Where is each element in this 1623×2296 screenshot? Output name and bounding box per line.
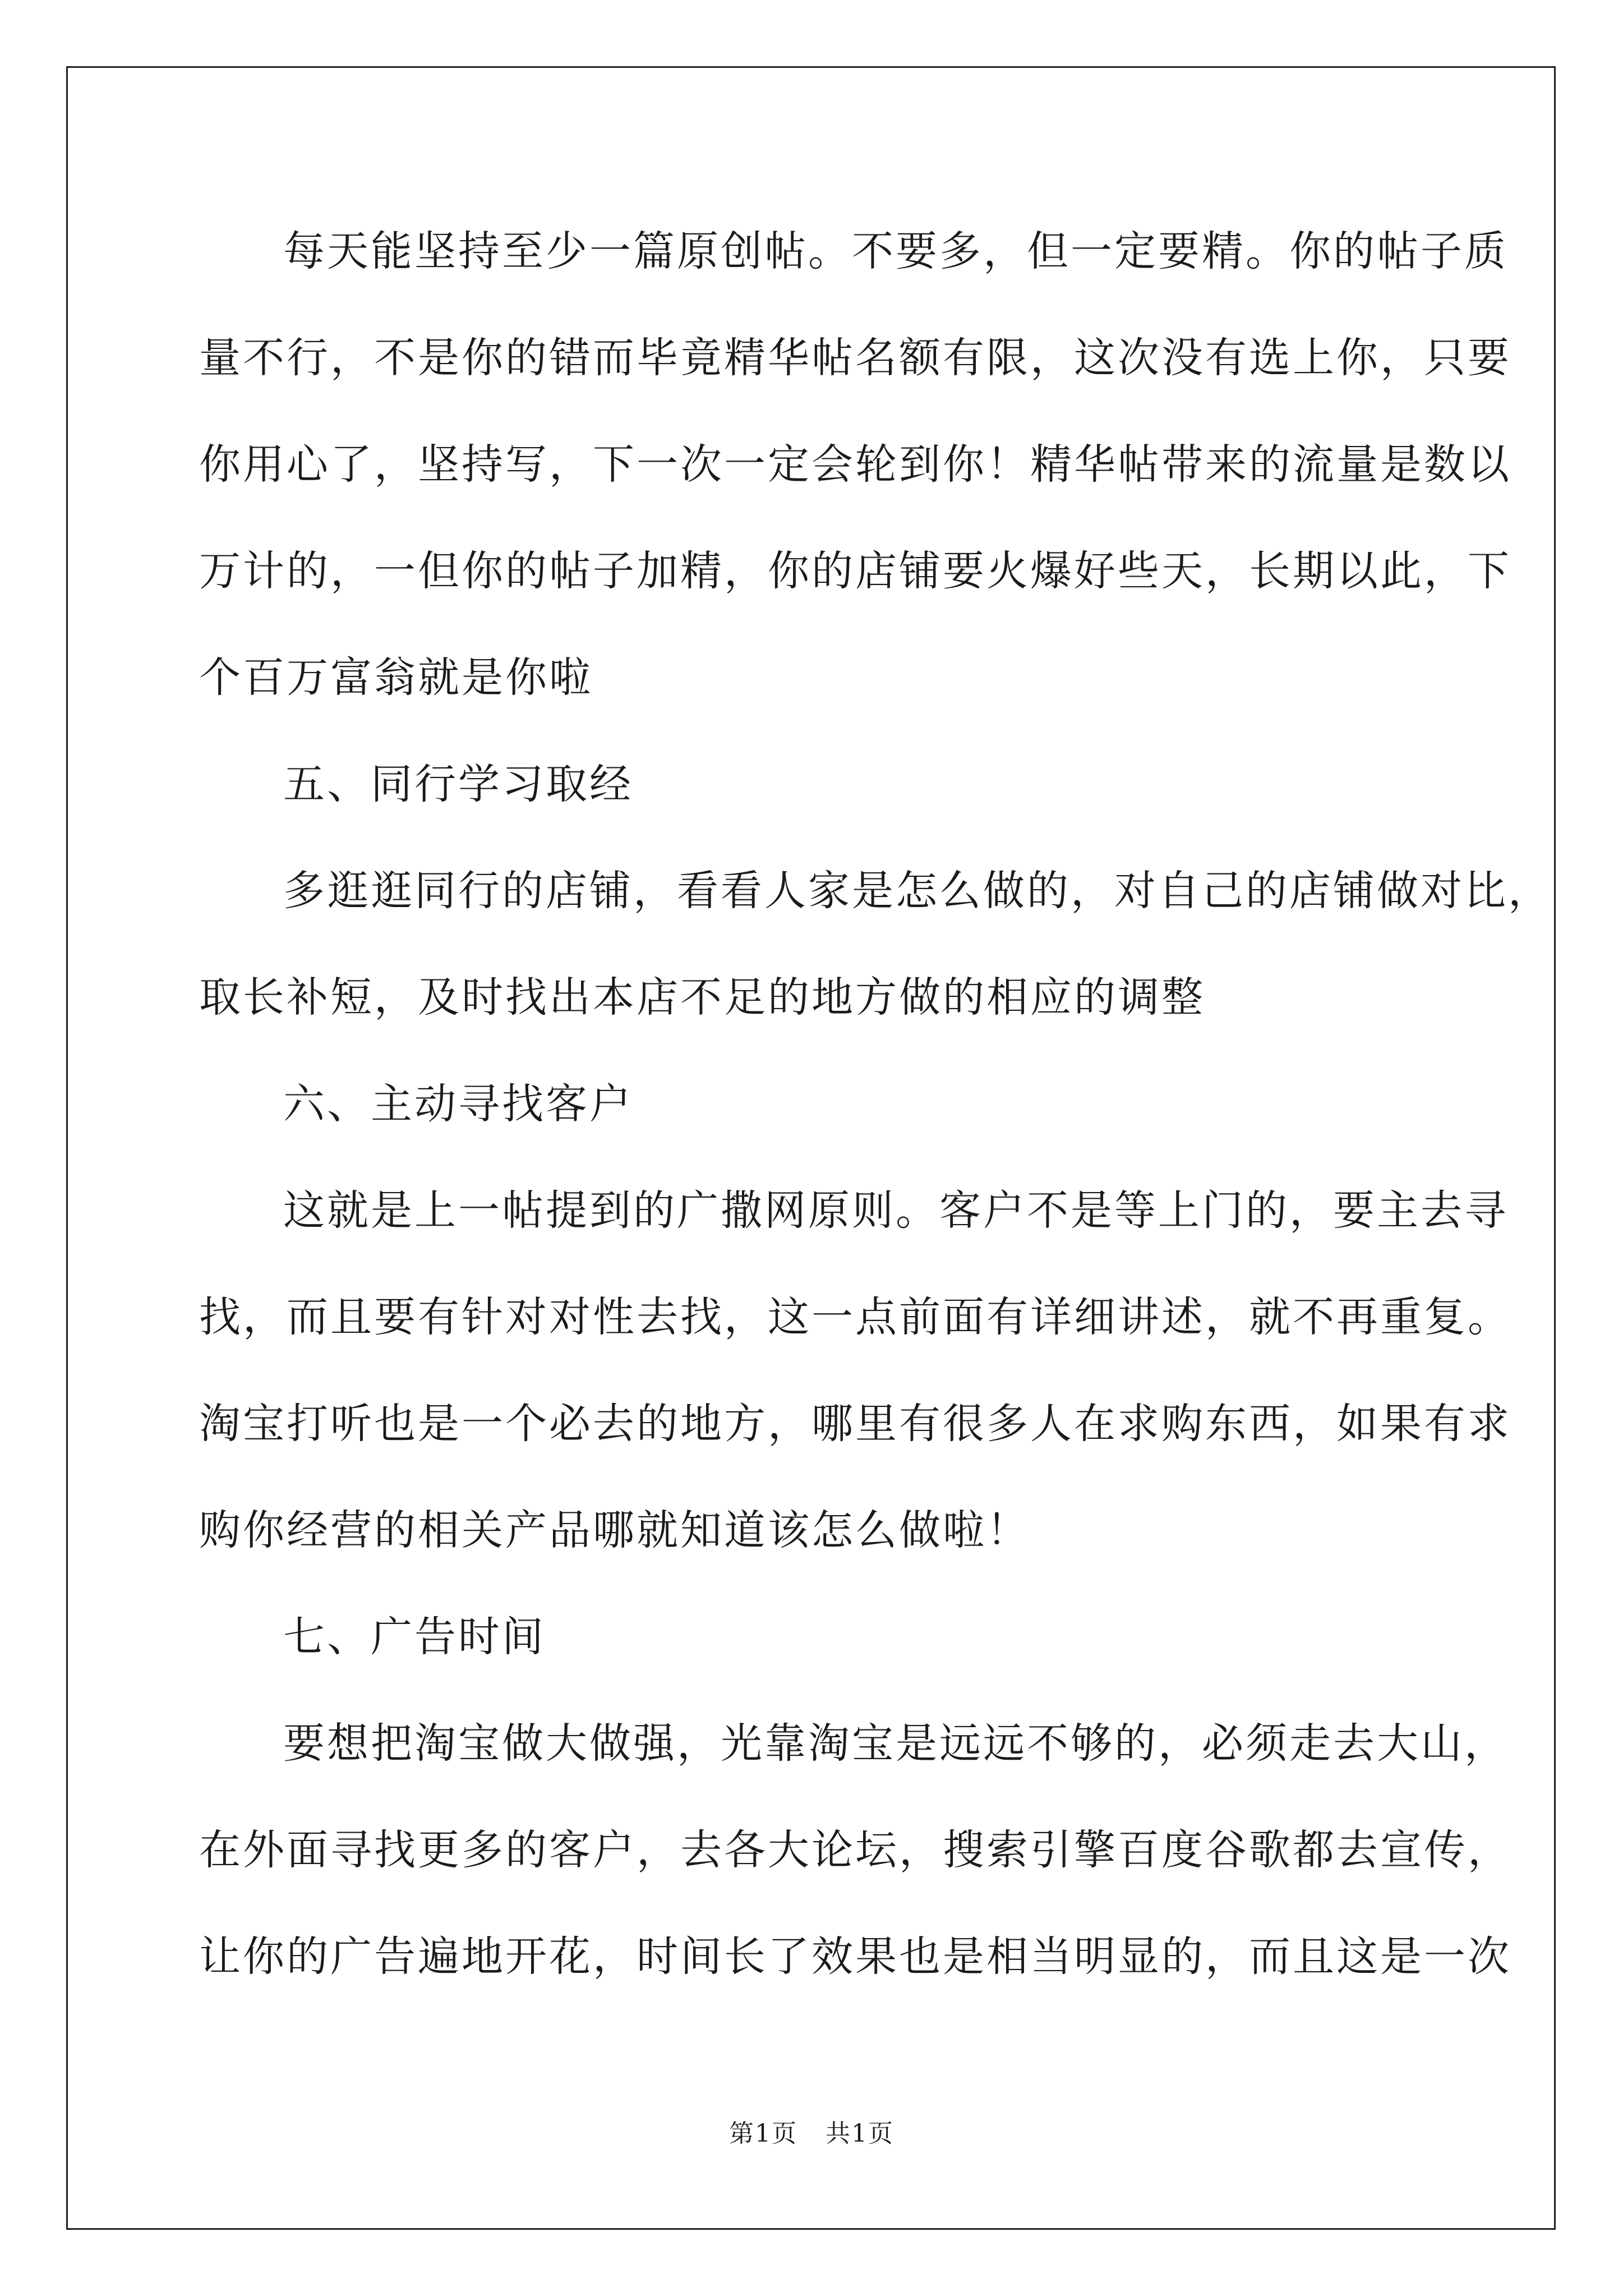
paragraph-line: 这就是上一帖提到的广撒网原则。客户不是等上门的，要主去寻 bbox=[283, 1186, 1508, 1235]
page-footer bbox=[0, 2117, 1623, 2151]
paragraph-line: 在外面寻找更多的客户，去各大论坛，搜索引擎百度谷歌都去宣传， bbox=[199, 1826, 1511, 1874]
section-heading: 五、同行学习取经 bbox=[283, 760, 633, 808]
paragraph-line: 个百万富翁就是你啦 bbox=[199, 654, 593, 702]
section-heading: 六、主动寻找客户 bbox=[283, 1080, 633, 1128]
paragraph-line: 量不行，不是你的错而毕竟精华帖名额有限，这次没有选上你，只要 bbox=[199, 334, 1511, 382]
paragraph-line: 淘宝打听也是一个必去的地方，哪里有很多人在求购东西，如果有求 bbox=[199, 1400, 1511, 1448]
paragraph-line: 找，而且要有针对对性去找，这一点前面有详细讲述，就不再重复。 bbox=[199, 1293, 1511, 1341]
paragraph-line: 要想把淘宝做大做强，光靠淘宝是远远不够的，必须走去大山， bbox=[283, 1719, 1508, 1768]
paragraph-line: 万计的，一但你的帖子加精，你的店铺要火爆好些天，长期以此，下 bbox=[199, 547, 1511, 595]
page-total: 共1页 bbox=[826, 2119, 894, 2148]
paragraph-line: 取长补短，及时找出本店不足的地方做的相应的调整 bbox=[199, 973, 1205, 1022]
paragraph-line: 你用心了，坚持写，下一次一定会轮到你！精华帖带来的流量是数以 bbox=[199, 440, 1511, 489]
section-heading: 七、广告时间 bbox=[283, 1613, 546, 1661]
paragraph-line: 让你的广告遍地开花，时间长了效果也是相当明显的，而且这是一次 bbox=[199, 1932, 1511, 1981]
paragraph-line: 购你经营的相关产品哪就知道该怎么做啦！ bbox=[199, 1506, 1030, 1554]
page-number: 第1页 bbox=[729, 2119, 797, 2148]
paragraph-line: 每天能坚持至少一篇原创帖。不要多，但一定要精。你的帖子质 bbox=[283, 227, 1508, 275]
paragraph-line: 多逛逛同行的店铺，看看人家是怎么做的，对自己的店铺做对比， bbox=[283, 867, 1552, 915]
document-body bbox=[199, 218, 1552, 2030]
